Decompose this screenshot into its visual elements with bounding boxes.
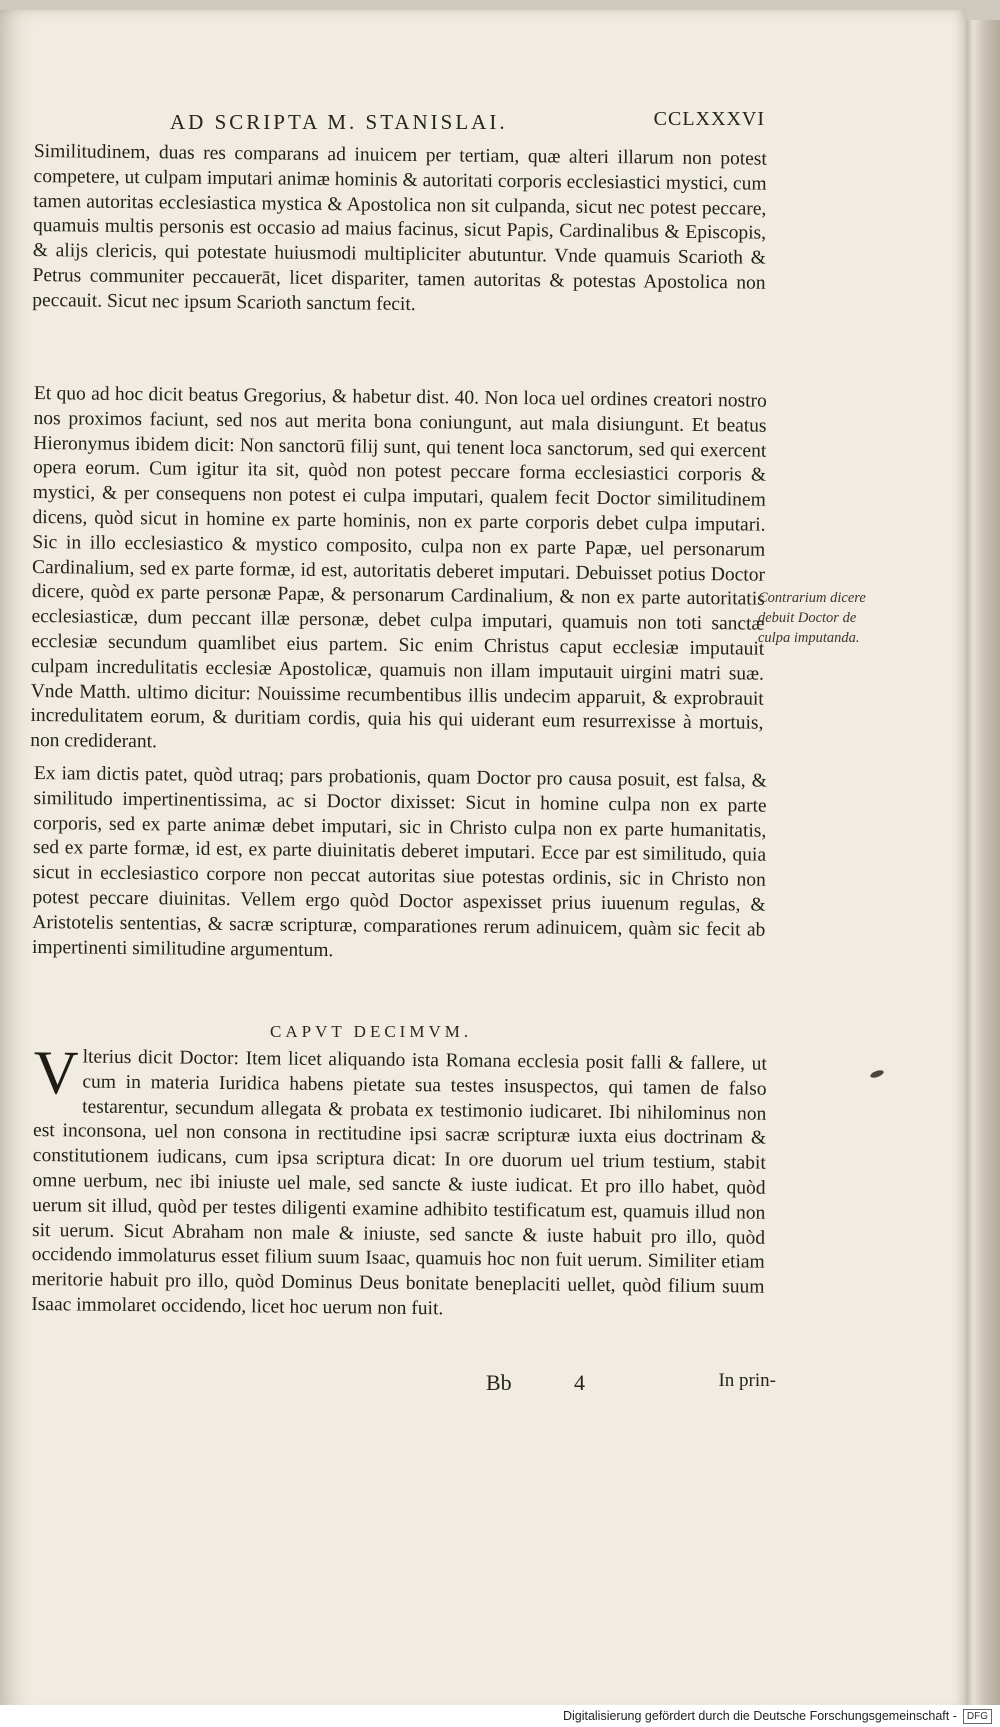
catchword: In prin- (718, 1370, 776, 1391)
book-page-edges (960, 20, 1000, 1710)
printed-page (0, 10, 966, 1715)
ink-blot-icon (869, 1069, 884, 1079)
marginal-note: Contrarium dicere debuit Doctor de culpa imputanda. (758, 590, 866, 646)
running-head: AD SCRIPTA M. STANISLAI. (170, 110, 508, 134)
dfg-logo-icon: DFG (963, 1709, 992, 1724)
paragraph-text: Et quo ad hoc dicit beatus Gregorius, & habetur dist. 40. Non loca uel ordines creatori nostro nos proximos faciunt, sed nos aut merita bona coniungunt, aut mala disiungunt. Et beatus Hieronymus ibidem dicit: Non sanctorū filij sunt, qui tenent loca sanctorum, sed qui exercent opera eorum. Cum igitur ita sit, quòd non potest peccare forma ecclesiastici corporis & mystici, & per consequens non potest ei culpa imputari, qualem fecit Doctor similitudinem dicens, quòd sicut in homine ex parte hominis, non ex parte corporis debet culpa imputari. Sic in illo ecclesiastico & mystico composito, culpa non ex parte Papæ, uel personarum Cardinalium, sed ex parte formæ, id est, autoritatis deberet imputari. Debuisset potius Doctor dicere, quòd ex parte personæ Papæ, & personarum Cardinalium, & non ex parte autoritatis ecclesiasticæ, dum peccant illæ personæ, debet culpa imputari, quamuis non toti sanctæ ecclesiæ secundum quamlibet eius partem. Sic enim Christus caput ecclesiæ imputauit culpam incredulitatis ecclesiæ Apostolicæ, quamuis non illam imputauit uirgini matri suæ. Vnde Matth. ultimo dicitur: Nouissime recumbentibus illis undecim apparuit, & exprobrauit incredulitatem eorum, & duritiam cordis, quia his qui uiderant eum resurrexisse à mortuis, non crediderant. (30, 382, 767, 753)
chapter-title: CAPVT DECIMVM. (270, 1022, 473, 1041)
paragraph-4 (31, 1039, 767, 1325)
footer-credit: Digitalisierung gefördert durch die Deutsche Forschungsgemeinschaft - (562, 1709, 957, 1723)
paragraph-text: Ex iam dictis patet, quòd utraq; pars probationis, quam Doctor pro causa posuit, est falsa, & similitudo impertinentissima, ac si Doctor dixisset: Sicut in homine culpa non ex parte corporis, sed ex parte animæ debet imputari, sic in Christo culpa non ex parte humanitatis, sed ex parte formæ, id est, ex parte diuinitatis deberet imputari. Ecce par est similitudo, quia sicut in ecclesiastico corpore non peccat autoritas siue potestas ordinis, sic in Christo non potest peccare diuinitas. Vellem ergo quòd Doctor aspexisset prius iuuenum regulas, & Aristotelis sententias, & sacræ scripturæ, comparationes rerum adinuicem, quàm sic fecit ab impertinenti similitudine argumentum. (31, 762, 767, 961)
paragraph-1 (32, 140, 767, 321)
signature-mark: Bb (486, 1370, 512, 1395)
drop-cap: V (33, 1039, 79, 1108)
paragraph-text: lterius dicit Doctor: Item licet aliquando ista Romana ecclesia posit falli & fallere, ut cum in materia Iuridica habens pietate sua testes insuspectos, qui tamen de falso testarentur, secundum allegata & probata ex testimonio iudicaret. Ibi nihilominus non est inconsona, uel non consona in rectitudine ipsi sacræ scripturæ iuxta eius doctrinam & constitutionem iudicans, cum ipsa scriptura dicat: In ore duorum uel trium testium, stabit omne uerbum, nec ibi iniuste uel male, sed sancte & iuste iudicat. Et pro illo habet, quòd uerum sit illud, quòd per testes diligenti examine adhibito testificatum est, quamuis illud non sit uerum. Sicut Abraham non male & iniuste, sed sancte & iuste habuit pro illo, quòd occidendo immolaturus esset filium suum Isaac, quamuis hoc non fuit uerum. Similiter etiam meritorie habuit pro illo, quòd Dominus Deus bonitate beneplaciti uellet, quòd filium suum Isaac immolaret occidendo, licet hoc uerum non fuit. (31, 1046, 767, 1320)
quire-number: 4 (574, 1370, 585, 1395)
paragraph-3 (32, 762, 767, 968)
page-number: CCLXXXVI (653, 108, 765, 130)
paragraph-2 (30, 382, 767, 762)
digitization-footer (0, 1705, 1000, 1727)
paragraph-text: Similitudinem, duas res comparans ad inuicem per tertiam, quæ alteri illarum non potest competere, ut culpam imputari animæ hominis & autoritati corporis ecclesiastici mystici, cum tamen autoritas ecclesiastica mystica & Apostolica non sit culpanda, sicut nec potest peccare, quamuis multis personis est occasio ad maius facinus, sicut Papis, Cardinalibus & Episcopis, & alijs clericis, qui potestate huiusmodi multipliciter abutuntur. Vnde quamuis Scarioth & Petrus communiter peccauerāt, licet dispariter, tamen autoritas & potestas Apostolica non peccauit. Sicut nec ipsum Scarioth sanctum fecit. (32, 140, 767, 315)
